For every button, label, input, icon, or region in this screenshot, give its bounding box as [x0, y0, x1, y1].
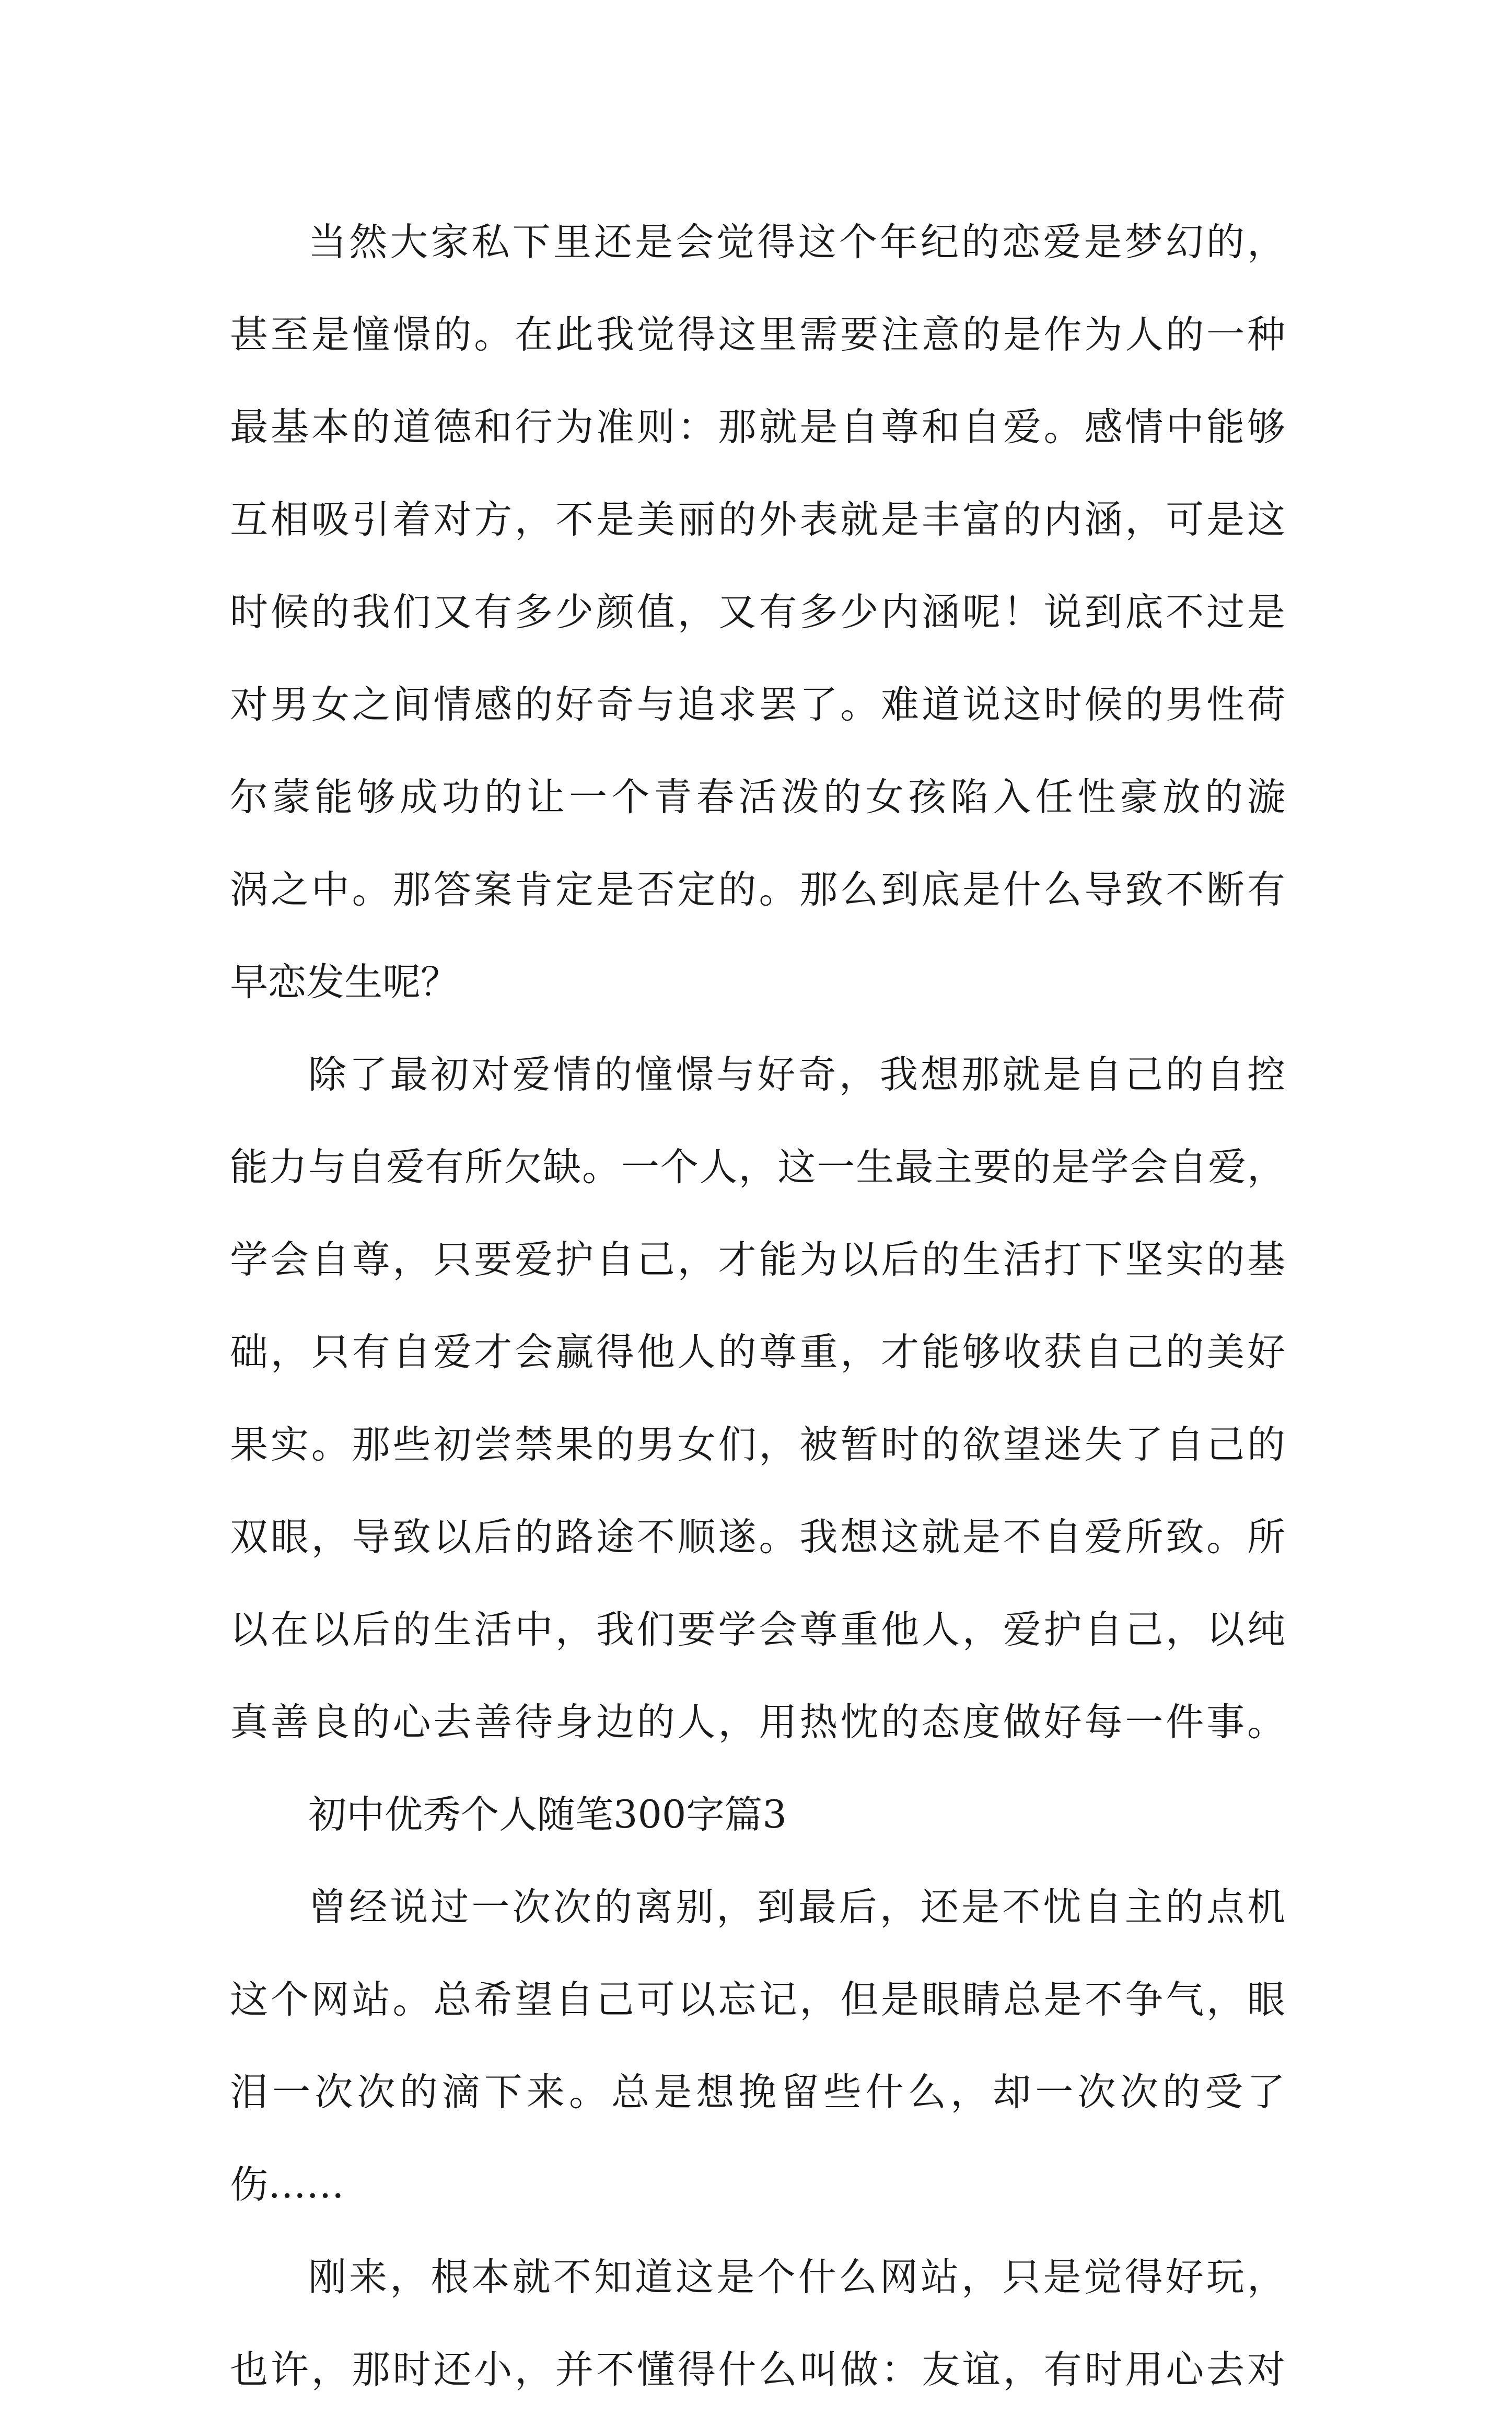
text-line: 除了最初对爱情的憧憬与好奇，我想那就是自己的自控 [308, 1053, 1285, 1097]
text-line: 也许，那时还小，并不懂得什么叫做：友谊，有时用心去对 [230, 2348, 1285, 2392]
text-line: 以在以后的生活中，我们要学会尊重他人，爱护自己，以纯 [230, 1608, 1285, 1652]
section-heading: 初中优秀个人随笔300字篇3 [308, 1793, 787, 1837]
text-line: 础，只有自爱才会赢得他人的尊重，才能够收获自己的美好 [230, 1330, 1285, 1374]
text-line: 这个网站。总希望自己可以忘记，但是眼睛总是不争气，眼 [230, 1978, 1285, 2022]
text-line: 早恋发生呢？ [230, 960, 459, 1004]
text-line: 双眼，导致以后的路途不顺遂。我想这就是不自爱所致。所 [230, 1515, 1285, 1559]
text-line: 甚至是憧憬的。在此我觉得这里需要注意的是作为人的一种 [230, 313, 1285, 357]
text-line: 刚来，根本就不知道这是个什么网站，只是觉得好玩， [308, 2255, 1285, 2299]
document-body [230, 196, 1285, 2416]
text-line: 涡之中。那答案肯定是否定的。那么到底是什么导致不断有 [230, 868, 1285, 912]
text-line: 时候的我们又有多少颜值，又有多少内涵呢！说到底不过是 [230, 590, 1285, 634]
text-line: 当然大家私下里还是会觉得这个年纪的恋爱是梦幻的， [308, 220, 1285, 264]
text-line: 果实。那些初尝禁果的男女们，被暂时的欲望迷失了自己的 [230, 1423, 1285, 1467]
text-line: 真善良的心去善待身边的人，用热忱的态度做好每一件事。 [230, 1700, 1285, 1744]
text-line: 学会自尊，只要爱护自己，才能为以后的生活打下坚实的基 [230, 1238, 1285, 1282]
text-line: 最基本的道德和行为准则：那就是自尊和自爱。感情中能够 [230, 405, 1285, 449]
text-line: 曾经说过一次次的离别，到最后，还是不忧自主的点机 [308, 1885, 1285, 1929]
text-line: 尔蒙能够成功的让一个青春活泼的女孩陷入任性豪放的漩 [230, 775, 1285, 819]
text-line: 伤…… [230, 2163, 344, 2207]
text-line: 能力与自爱有所欠缺。一个人，这一生最主要的是学会自爱， [230, 1145, 1285, 1189]
text-line: 互相吸引着对方，不是美丽的外表就是丰富的内涵，可是这 [230, 498, 1285, 542]
text-line: 泪一次次的滴下来。总是想挽留些什么，却一次次的受了 [230, 2070, 1285, 2114]
text-line: 对男女之间情感的好奇与追求罢了。难道说这时候的男性荷 [230, 683, 1285, 727]
